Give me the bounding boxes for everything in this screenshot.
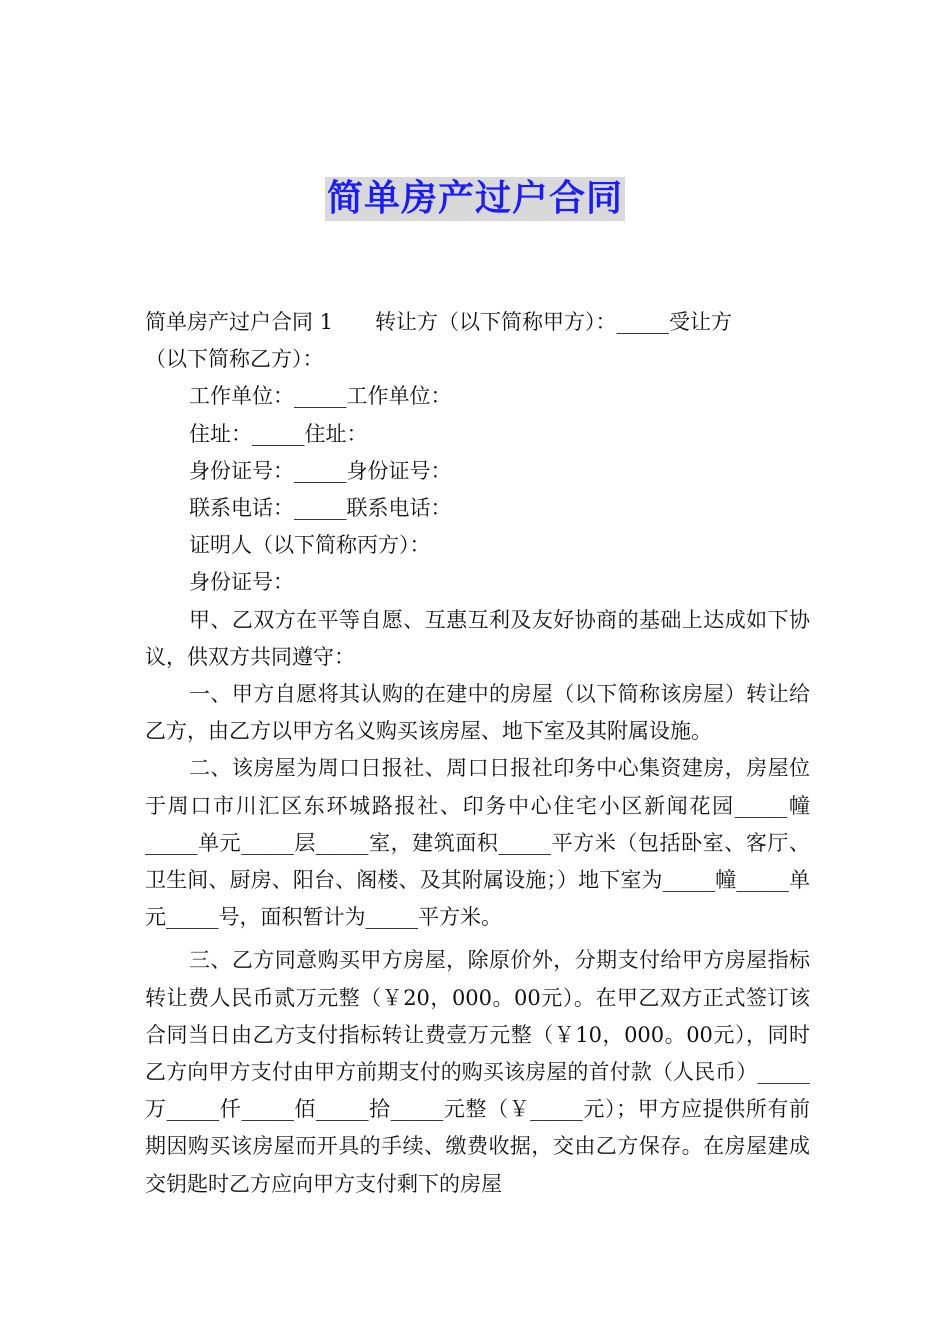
agreement-intro-paragraph: 甲、乙双方在平等自愿、互惠互利及友好协商的基础上达成如下协议，供双方共同遵守： <box>145 607 810 669</box>
clause-1-paragraph: 一、甲方自愿将其认购的在建中的房屋（以下简称该房屋）转让给乙方，由乙方以甲方名义购买该房屋、地下室及其附属设施。 <box>145 682 810 744</box>
party-b-line: （以下简称乙方）： <box>145 347 324 372</box>
phone-line: 联系电话：_____联系电话： <box>189 496 452 521</box>
work-unit-line: 工作单位：_____工作单位： <box>189 384 452 409</box>
document-title: 简单房产过户合同 <box>326 178 623 219</box>
contract-heading-line: 简单房产过户合同 1 转让方（以下简称甲方）：_____受让方 <box>145 310 733 334</box>
witness-line: 证明人（以下简称丙方）： <box>189 533 431 558</box>
clause-2-paragraph: 二、该房屋为周口日报社、周口日报社印务中心集资建房，房屋位于周口市川汇区东环城路报社、印务中心住宅小区新闻花园_____幢_____单元_____层_____室，建筑面积_____平方米（包括卧室、客厅、卫生间、厨房、阳台、阁楼、及其附属设施；）地下室为_____幢_____单元_____号，面积暂计为_____平方米。 <box>145 756 810 930</box>
document-body <box>145 304 810 1203</box>
address-line: 住址：_____住址： <box>189 421 368 446</box>
witness-id-line: 身份证号： <box>189 570 294 595</box>
clause-3-paragraph: 三、乙方同意购买甲方房屋，除原价外，分期支付给甲方房屋指标转让费人民币贰万元整（￥20，000。00元）。在甲乙双方正式签订该合同当日由乙方支付指标转让费壹万元整（￥10，000。00元），同时乙方向甲方支付由甲方前期支付的购买该房屋的首付款（人民币）_____万_____仟_____佰_____拾_____元整（￥_____元）；甲方应提供所有前期因购买该房屋而开具的手续、缴费收据，交由乙方保存。在房屋建成交钥匙时乙方应向甲方支付剩下的房屋 <box>145 948 810 1196</box>
id-number-line: 身份证号：_____身份证号： <box>189 458 452 483</box>
title-container <box>0 177 950 221</box>
